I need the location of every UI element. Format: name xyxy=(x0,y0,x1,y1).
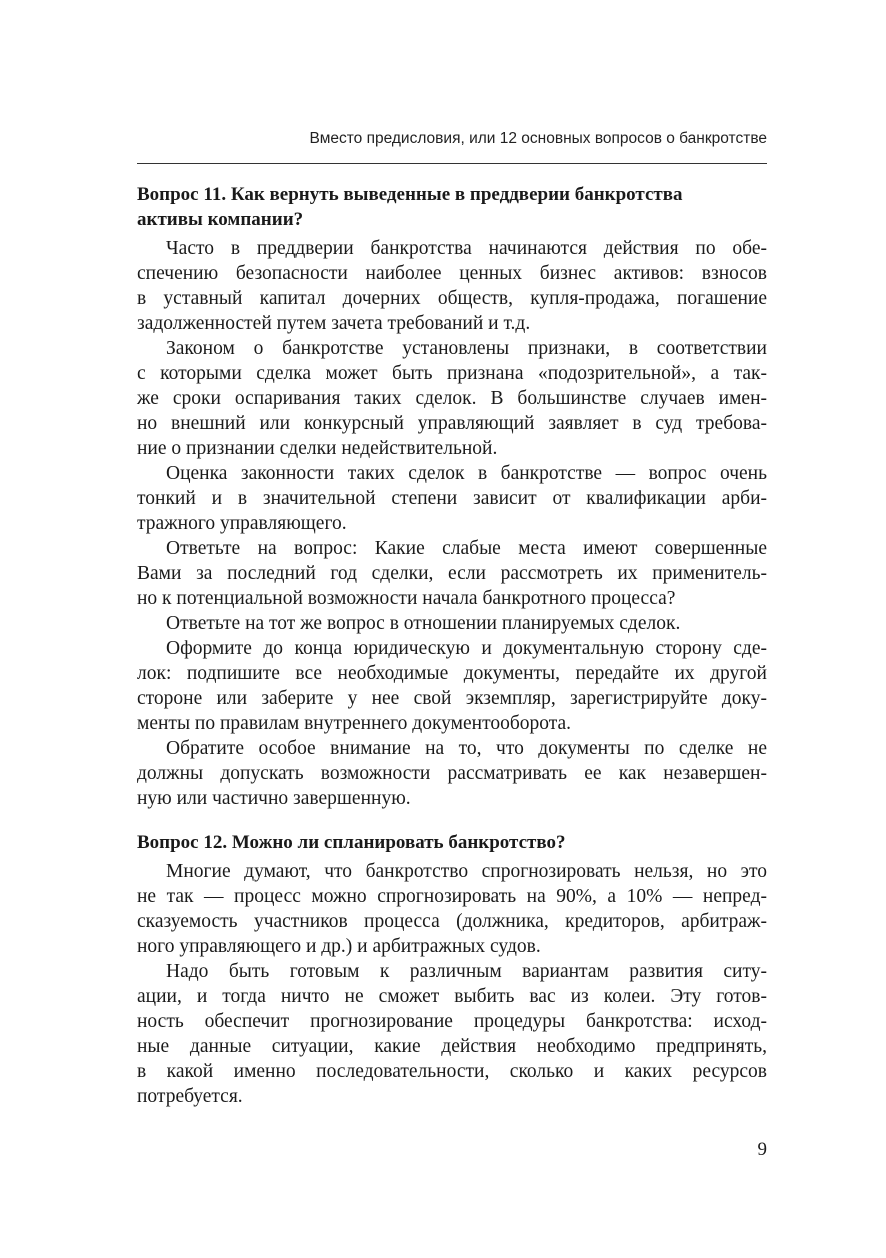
text-line: в уставный капитал дочерних обществ, купля-продажа, погашение xyxy=(137,288,767,309)
text-line: но к потенциальной возможности начала банкротного процесса? xyxy=(137,588,676,609)
text-line: не так — процесс можно спрогнозировать на 90%, а 10% — непред- xyxy=(137,886,767,907)
text-line: же сроки оспаривания таких сделок. В большинстве случаев имен- xyxy=(137,388,767,409)
heading-line: Вопрос 11. Как вернуть выведенные в преддверии банкротства xyxy=(137,184,683,205)
text-line: Обратите особое внимание на то, что документы по сделке не xyxy=(166,738,767,759)
text-line: ние о признании сделки недействительной. xyxy=(137,438,498,459)
page-number: 9 xyxy=(757,1139,767,1160)
paragraph xyxy=(137,236,767,336)
text-line: Оформите до конца юридическую и документальную сторону сде- xyxy=(166,638,767,659)
text-line: Законом о банкротстве установлены признаки, в соответствии xyxy=(166,338,767,359)
text-line: ную или частично завершенную. xyxy=(137,788,411,809)
text-line: менты по правилам внутреннего документооборота. xyxy=(137,713,572,734)
text-line: ного управляющего и др.) и арбитражных судов. xyxy=(137,936,541,957)
heading-line: Вопрос 12. Можно ли спланировать банкротство? xyxy=(137,832,566,853)
text-line: Многие думают, что банкротство спрогнозировать нельзя, но это xyxy=(166,861,767,882)
section-heading xyxy=(137,830,767,855)
text-line: Ответьте на тот же вопрос в отношении планируемых сделок. xyxy=(166,613,681,634)
heading-line: активы компании? xyxy=(137,209,304,230)
text-line: Оценка законности таких сделок в банкротстве — вопрос очень xyxy=(166,463,767,484)
text-line: Часто в преддверии банкротства начинаются действия по обе- xyxy=(166,238,767,259)
section-heading xyxy=(137,182,767,232)
paragraph xyxy=(137,859,767,959)
text-line: Вами за последний год сделки, если рассмотреть их применитель- xyxy=(137,563,767,584)
text-line: с которыми сделка может быть признана «подозрительной», а так- xyxy=(137,363,767,384)
header-rule xyxy=(137,163,767,164)
section-question-12 xyxy=(137,830,767,1109)
paragraph xyxy=(137,461,767,536)
text-line: лок: подпишите все необходимые документы, передайте их другой xyxy=(137,663,767,684)
text-line: Ответьте на вопрос: Какие слабые места имеют совершенные xyxy=(166,538,767,559)
text-line: должны допускать возможности рассматривать ее как незавершен- xyxy=(137,763,767,784)
text-line: в какой именно последовательности, сколько и каких ресурсов xyxy=(137,1061,767,1082)
text-line: ации, и тогда ничто не сможет выбить вас из колеи. Эту готов- xyxy=(137,986,767,1007)
paragraph xyxy=(137,636,767,736)
paragraph xyxy=(137,536,767,611)
text-line: Надо быть готовым к различным вариантам развития ситу- xyxy=(166,961,767,982)
text-line: ность обеспечит прогнозирование процедуры банкротства: исход- xyxy=(137,1011,767,1032)
text-line: но внешний или конкурсный управляющий заявляет в суд требова- xyxy=(137,413,767,434)
text-line: тонкий и в значительной степени зависит от квалификации арби- xyxy=(137,488,767,509)
text-line: стороне или заберите у нее свой экземпляр, зарегистрируйте доку- xyxy=(137,688,767,709)
text-line: сказуемость участников процесса (должника, кредиторов, арбитраж- xyxy=(137,911,767,932)
text-line: потребуется. xyxy=(137,1086,243,1107)
text-line: ные данные ситуации, какие действия необходимо предпринять, xyxy=(137,1036,767,1057)
text-line: задолженностей путем зачета требований и т.д. xyxy=(137,313,531,334)
paragraph xyxy=(137,336,767,461)
running-head: Вместо предисловия, или 12 основных вопросов о банкротстве xyxy=(309,130,767,147)
paragraph xyxy=(137,736,767,811)
text-line: спечению безопасности наиболее ценных бизнес активов: взносов xyxy=(137,263,767,284)
paragraph xyxy=(137,959,767,1109)
text-line: тражного управляющего. xyxy=(137,513,347,534)
paragraph xyxy=(137,611,767,636)
section-question-11 xyxy=(137,182,767,811)
